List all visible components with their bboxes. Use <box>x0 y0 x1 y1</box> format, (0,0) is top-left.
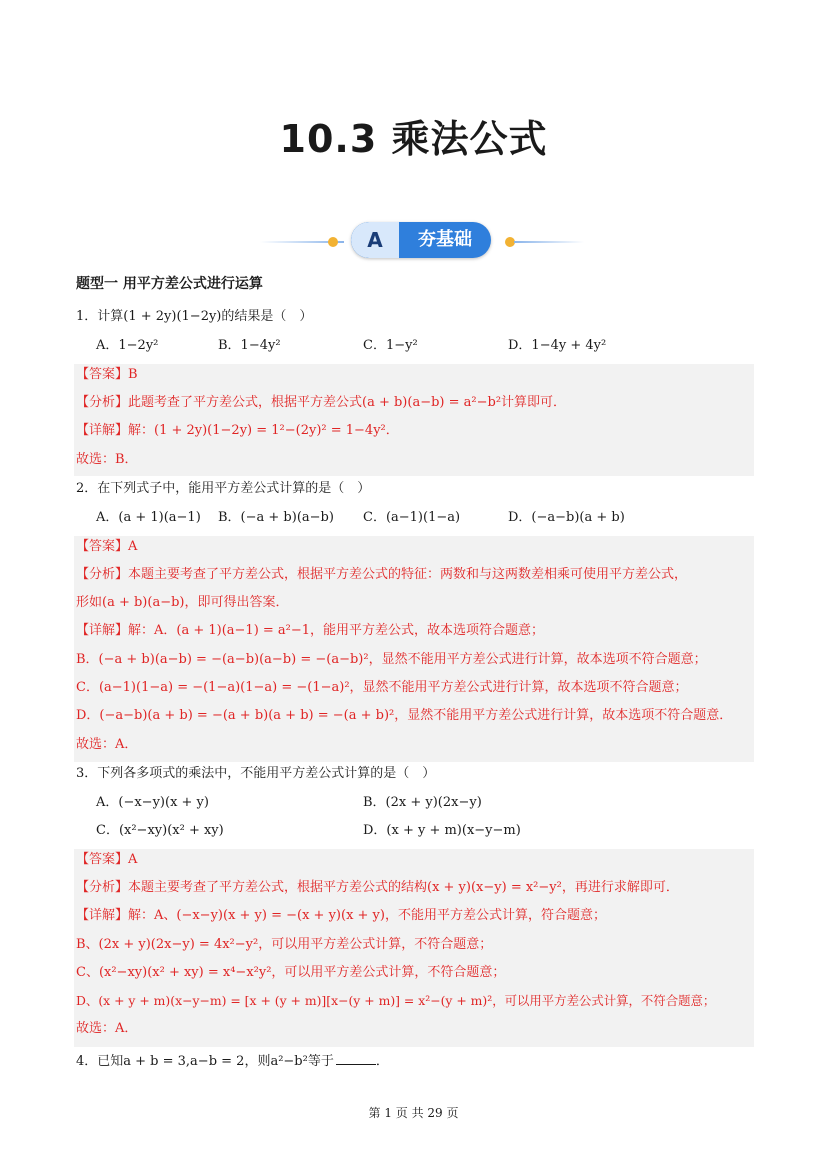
banner-pill <box>351 222 491 258</box>
page-footer: 第 1 页 共 29 页 <box>368 1106 459 1120</box>
banner-dot-left <box>328 237 338 247</box>
q2-analysis-line2: 形如(a + b)(a−b)，即可得出答案． <box>76 595 289 610</box>
q1-detail: 【详解】解：(1 + 2y)(1−2y) = 1²−(2y)² = 1−4y²． <box>76 423 399 438</box>
q2-option-d: D．(−a−b)(a + b) <box>508 510 625 525</box>
q3-option-b: B．(2x + y)(2x−y) <box>363 795 482 810</box>
q4-stem-text: 4．已知a + b = 3,a−b = 2，则a²−b²等于 <box>76 1054 334 1069</box>
q2-stem: 2．在下列式子中，能用平方差公式计算的是（ ） <box>76 481 371 496</box>
q3-detail: 【详解】解：A、(−x−y)(x + y) = −(x + y)(x + y)，不能用平方差公式计算，符合题意； <box>76 908 606 923</box>
q1-option-d: D．1−4y + 4y² <box>508 338 607 353</box>
q3-choose: 故选：A． <box>76 1021 138 1036</box>
banner-line-right <box>514 241 584 243</box>
q3-stem: 3．下列各多项式的乘法中，不能用平方差公式计算的是（ ） <box>76 766 436 781</box>
q2-option-c: C．(a−1)(1−a) <box>363 510 461 525</box>
q2-option-b: B．(−a + b)(a−b) <box>218 510 334 525</box>
q2-answer: 【答案】A <box>76 539 138 554</box>
q3-detail-b: B、(2x + y)(2x−y) = 4x²−y²，可以用平方差公式计算，不符合题意； <box>76 937 493 952</box>
banner-letter: A <box>351 222 399 258</box>
q4-stem-tail: ． <box>375 1054 389 1069</box>
q1-answer-box <box>74 364 754 476</box>
q1-stem: 1．计算(1 + 2y)(1−2y)的结果是（ ） <box>76 309 313 324</box>
q3-option-c: C．(x²−xy)(x² + xy) <box>96 823 224 838</box>
q2-option-a: A．(a + 1)(a−1) <box>96 510 201 525</box>
q2-choose: 故选：A． <box>76 737 138 752</box>
section-heading: 题型一 用平方差公式进行运算 <box>76 276 263 292</box>
q1-answer: 【答案】B <box>76 367 138 382</box>
q3-analysis: 【分析】本题主要考查了平方差公式，根据平方差公式的结构(x + y)(x−y) = x²−y²，再进行求解即可． <box>76 880 679 895</box>
q3-option-d: D．(x + y + m)(x−y−m) <box>363 823 521 838</box>
banner-label: 夯基础 <box>418 229 472 250</box>
q1-analysis: 【分析】此题考查了平方差公式，根据平方差公式(a + b)(a−b) = a²−b²计算即可． <box>76 395 567 410</box>
q1-option-c: C．1−y² <box>363 338 418 353</box>
q3-option-a: A．(−x−y)(x + y) <box>96 795 209 810</box>
q1-option-a: A．1−2y² <box>96 338 159 353</box>
q3-detail-c: C、(x²−xy)(x² + xy) = x⁴−x²y²，可以用平方差公式计算，不符合题意； <box>76 965 506 980</box>
q2-detail-b: B．(−a + b)(a−b) = −(a−b)(a−b) = −(a−b)²，显然不能用平方差公式进行计算，故本选项不符合题意； <box>76 652 707 667</box>
q2-detail-c: C．(a−1)(1−a) = −(1−a)(1−a) = −(1−a)²，显然不能用平方差公式进行计算，故本选项不符合题意； <box>76 680 688 695</box>
q4-answer-blank[interactable] <box>336 1050 376 1065</box>
section-banner <box>250 220 590 264</box>
q2-detail: 【详解】解：A．(a + 1)(a−1) = a²−1，能用平方差公式，故本选项符合题意； <box>76 623 545 638</box>
q2-analysis-line1: 【分析】本题主要考查了平方差公式，根据平方差公式的特征：两数和与这两数差相乘可使用平方差公式， <box>76 567 688 582</box>
q1-option-b: B．1−4y² <box>218 338 281 353</box>
q3-answer: 【答案】A <box>76 852 138 867</box>
q4-stem <box>76 1050 389 1072</box>
page-title: 10.3 乘法公式 <box>279 117 548 161</box>
q3-detail-d: D、(x + y + m)(x−y−m) = [x + (y + m)][x−(y + m)] = x²−(y + m)²，可以用平方差公式计算，不符合题意； <box>76 993 716 1008</box>
q2-detail-d: D．(−a−b)(a + b) = −(a + b)(a + b) = −(a + b)²，显然不能用平方差公式进行计算，故本选项不符合题意． <box>76 708 733 723</box>
q1-choose: 故选：B． <box>76 452 138 467</box>
